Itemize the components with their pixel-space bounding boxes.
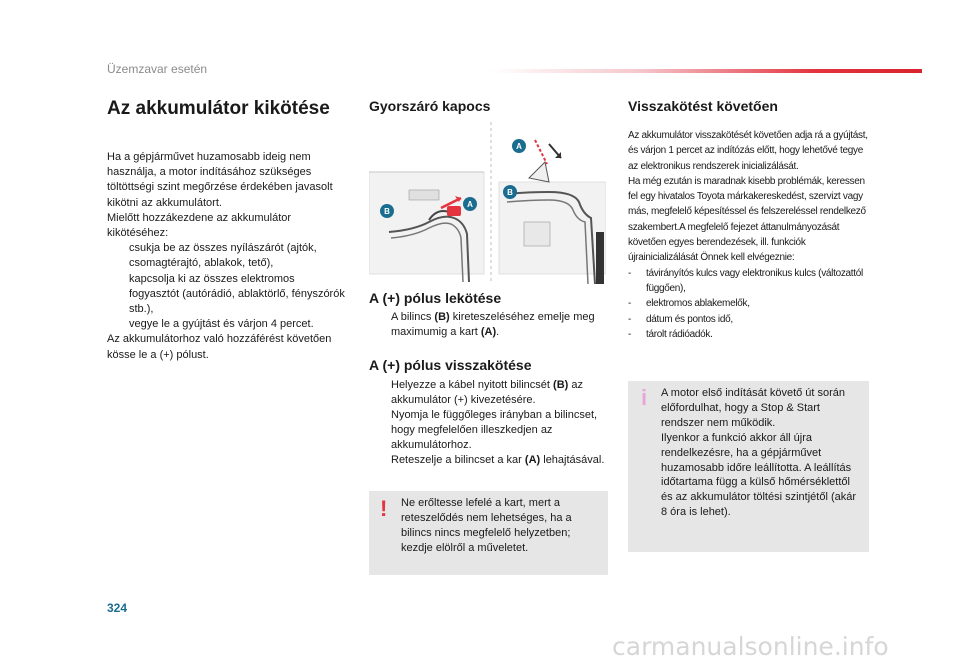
plus-reconnect-text	[369, 378, 609, 468]
bullet-icon	[107, 317, 129, 332]
callout-b-right: B	[507, 188, 513, 197]
bullet-icon	[369, 310, 391, 340]
list-item: Reteszelje a bilincset a kar (A) lehajtásával.	[369, 453, 609, 468]
page-number: 324	[107, 601, 128, 615]
list-item: Nyomja le függőleges irányban a bilincset, hogy megfelelően illeszkedjen az akkumulátorhoz.	[369, 408, 609, 453]
list-item: - tárolt rádióadók.	[628, 327, 874, 342]
bullet-icon	[369, 408, 391, 453]
bullet-icon	[369, 378, 391, 408]
battery-disconnect-text	[107, 150, 347, 363]
callout-b-left: B	[384, 207, 390, 216]
paragraph: Ha még ezután is maradnak kisebb problémák, keressen fel egy hivatalos Toyota márkakereskedést, szervizt vagy más, megfelelő képesítéssel és felszereléssel rendelkező szakembert.A megfelelő fejezet áttanulmányozását követően egyes berendezések, ill. funkciók újrainicializálását Önnek kell elvégeznie:	[628, 175, 866, 264]
before-paragraph: Mielőtt hozzákezdene az akkumulátor kikötéséhez:	[107, 211, 292, 240]
after-reconnect-text	[628, 128, 874, 342]
dash-icon: -	[628, 328, 632, 340]
info-icon: i	[641, 385, 648, 410]
list-item: A bilincs (B) kireteszeléséhez emelje meg maximumig a kart (A).	[369, 310, 609, 340]
section-title-battery-disconnect: Az akkumulátor kikötése	[107, 98, 330, 119]
list-item: vegye le a gyújtást és várjon 4 percet.	[107, 317, 347, 332]
dash-icon: -	[628, 298, 632, 310]
section-title-plus-reconnect: A (+) pólus visszakötése	[369, 357, 532, 373]
header-accent-bar	[490, 69, 922, 73]
list-item: - távirányítós kulcs vagy elektronikus kulcs (változattól függően),	[628, 266, 874, 297]
footer-watermark: carmanualsonline.info	[612, 632, 889, 661]
list-item: csukja be az összes nyílászárót (ajtók, csomagtérajtó, ablakok, tető),	[107, 241, 347, 271]
after-paragraph: Az akkumulátorhoz való hozzáférést követően kösse le a (+) pólust.	[107, 333, 332, 361]
list-item: - elektromos ablakemelők,	[628, 296, 874, 311]
bullet-icon	[107, 272, 129, 318]
header-title: Üzemzavar esetén	[107, 62, 208, 76]
intro-paragraph: Ha a gépjárművet huzamosabb ideig nem használja, a motor indításához szükséges töltöttségi szint megőrzése érdekében javasolt kikötni az akkumulátort.	[107, 151, 333, 209]
callout-a-left: A	[467, 200, 473, 209]
bullet-icon	[369, 453, 391, 468]
section-title-after-reconnect: Visszakötést követően	[628, 98, 778, 114]
section-title-quick-clamp: Gyorszáró kapocs	[369, 98, 491, 114]
dash-icon: -	[628, 313, 632, 325]
warning-text: Ne erőltesse lefelé a kart, mert a reteszelődés nem lehetséges, ha a bilincs nincs megfelelő helyzetben; kezdje elölről a műveletet.	[401, 497, 572, 554]
callout-a-right: A	[516, 142, 522, 151]
list-item: - dátum és pontos idő,	[628, 312, 874, 327]
bullet-icon	[107, 241, 129, 271]
plus-disconnect-text	[369, 310, 609, 340]
list-item: Helyezze a kábel nyitott bilincsét (B) az akkumulátor (+) kivezetésére.	[369, 378, 609, 408]
dash-icon: -	[628, 267, 632, 279]
paragraph: Az akkumulátor visszakötését követően adja rá a gyújtást, és várjon 1 percet az indítózás előtt, hogy lehetővé tegye az elektronikus rendszerek inicializálását.	[628, 130, 868, 172]
warning-icon: !	[380, 496, 388, 521]
info-text: A motor első indítását követő út során előfordulhat, hogy a Stop & Start rendszer nem működik. Ilyenkor a funkció akkor áll újra rendelkezésre, ha a gépjárművet huzamosabb időre leállította. A leállítás időtartama függ a külső hőmérséklettől és az akkumulátor töltési szintjétől (akár 8 óra is lehet).	[661, 387, 857, 519]
clamp-illustration	[369, 122, 606, 284]
section-title-plus-disconnect: A (+) pólus lekötése	[369, 290, 502, 306]
list-item: kapcsolja ki az összes elektromos fogyasztót (autórádió, ablaktörlő, fényszórók stb.),	[107, 272, 347, 318]
